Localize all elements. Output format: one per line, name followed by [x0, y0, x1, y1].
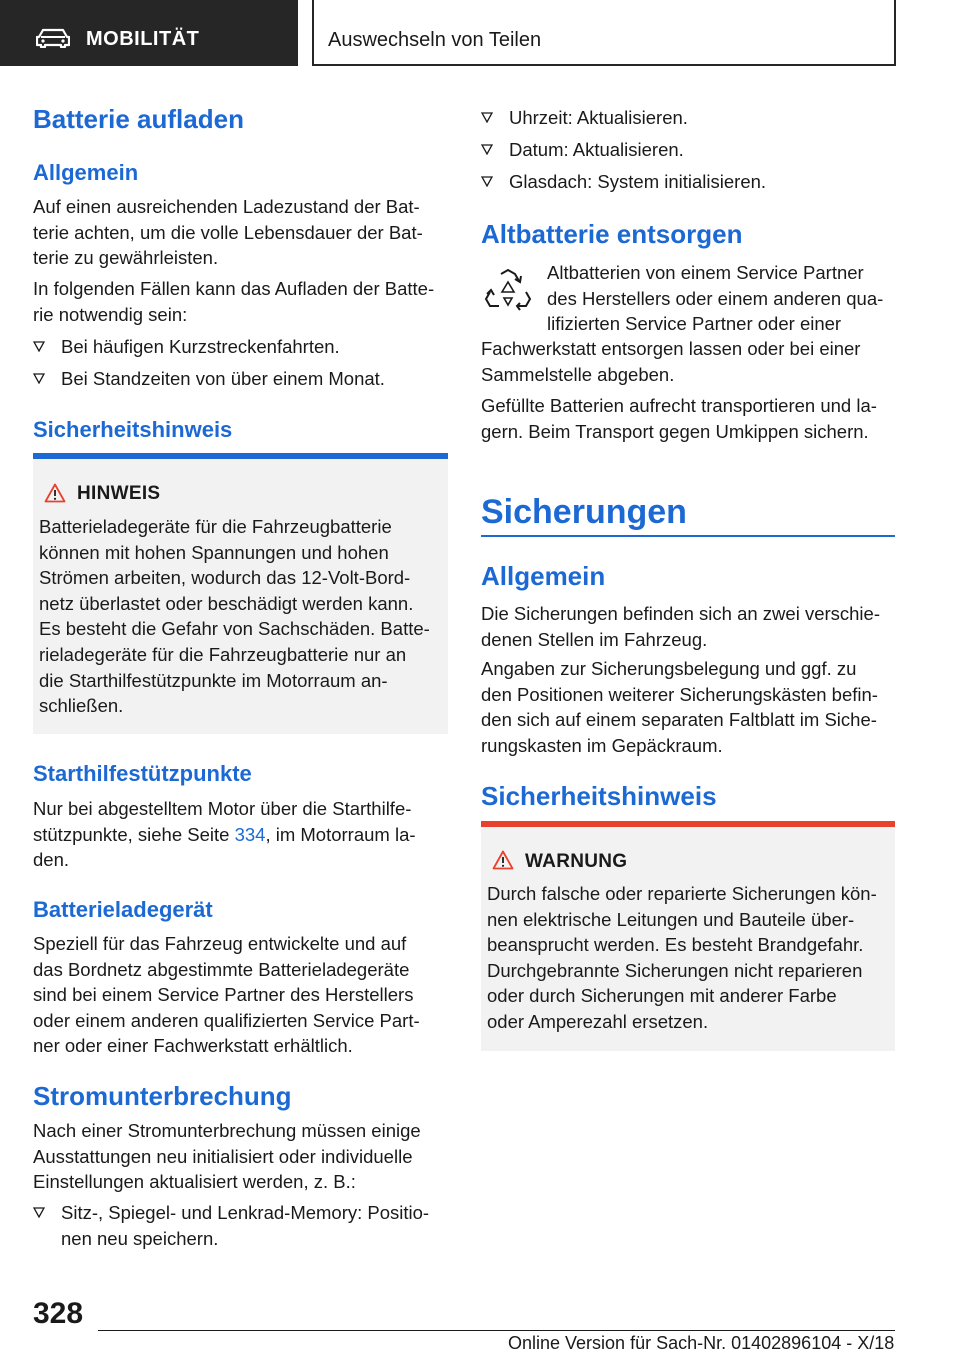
text-line [33, 822, 416, 848]
notice-body [39, 514, 430, 719]
list-item-text: Glasdach: System initialisieren. [509, 171, 767, 192]
text-line: Fachwerkstatt entsorgen lassen oder bei einer [481, 338, 861, 359]
footer-rule [98, 1330, 895, 1331]
text-line: Durchgebrannte Sicherungen nicht reparieren [487, 959, 863, 981]
text-line: oder durch Sicherungen mit anderer Farbe [487, 985, 837, 1007]
footer-text: Online Version für Sach-Nr. 01402896104 - X/18 [508, 1333, 895, 1353]
text-line: terie zu gewährleisten. [33, 247, 219, 268]
text-line: Altbatterien von einem Service Partner [547, 262, 864, 283]
notice-title: HINWEIS [77, 483, 161, 504]
paragraph-sicherungen-ort [481, 601, 880, 652]
text-line: Sammelstelle abgeben. [481, 363, 675, 385]
notice-title: WARNUNG [525, 851, 628, 872]
text-line: lifizierten Service Partner oder einer [547, 313, 842, 334]
list-item-text: nen neu speichern. [61, 1227, 219, 1249]
car-icon [36, 28, 70, 48]
text-line: den. [33, 849, 70, 870]
heading-allgemein: Allgemein [33, 160, 139, 185]
text-line: den Positionen weiterer Sicherungskästen befin‐ [481, 683, 878, 705]
text-line: Durch falsche oder reparierte Sicherungen kön‐ [487, 883, 877, 904]
notice-body [487, 881, 877, 1035]
heading-stromunterbrechung: Stromunterbrechung [33, 1081, 292, 1111]
page-header [0, 0, 960, 66]
text-line: rie notwendig sein: [33, 303, 188, 325]
text-line: Einstellungen aktualisiert werden, z. B.: [33, 1171, 356, 1192]
warnung-notice [481, 821, 895, 1051]
notice-bar [481, 821, 895, 827]
text-line: Gefüllte Batterien aufrecht transportieren und la‐ [481, 395, 877, 416]
list-item-text: Sitz-, Spiegel- und Lenkrad-Memory: Positio‐ [61, 1202, 430, 1223]
heading-sicherheitshinweis: Sicherheitshinweis [33, 417, 233, 442]
heading-sicherheitshinweis-sicherungen: Sicherheitshinweis [481, 781, 717, 811]
text-line: oder Amperezahl ersetzen. [487, 1010, 709, 1032]
list-item [33, 1200, 448, 1252]
section-title-batterie-aufladen: Batterie aufladen [33, 104, 244, 134]
notice-bar [33, 453, 448, 459]
list-item-text: Uhrzeit: Aktualisieren. [509, 107, 688, 128]
text-line: Speziell für das Fahrzeug entwickelte und auf [33, 933, 407, 954]
paragraph-strom [33, 1118, 421, 1195]
heading-altbatterie-entsorgen: Altbatterie entsorgen [481, 219, 743, 249]
bullet-triangle-icon [481, 176, 493, 187]
list-item [33, 366, 448, 392]
bullet-triangle-icon [33, 373, 45, 384]
text-line: beansprucht werden. Es besteht Brandgefahr. [487, 934, 864, 956]
title-rule [481, 535, 895, 537]
text-line: Strömen arbeiten, wodurch das 12-Volt-Bord‐ [39, 567, 411, 589]
heading-allgemein-sicherungen: Allgemein [481, 561, 606, 591]
bullet-triangle-icon [33, 1207, 45, 1218]
section-tab [0, 0, 298, 66]
text-line: sind bei einem Service Partner des Herstellers [33, 984, 414, 1005]
text-line: oder einem anderen qualifizierten Service Part‐ [33, 1009, 420, 1031]
text-line: gern. Beim Transport gegen Umkippen sichern. [481, 420, 869, 442]
text-line: des Herstellers oder einem anderen qua‐ [547, 287, 884, 309]
text-line: Es besteht die Gefahr von Sachschäden. Batte‐ [39, 618, 430, 640]
paragraph-starthilfe [33, 796, 416, 873]
page-number: 328 [33, 1297, 84, 1330]
text-line: ner oder einer Fachwerkstatt erhältlich. [33, 1035, 353, 1056]
list-item [481, 169, 895, 195]
bullet-triangle-icon [33, 341, 45, 352]
warning-triangle-icon [44, 483, 66, 503]
text-line: den sich auf einem separaten Faltblatt im Siche‐ [481, 709, 877, 730]
paragraph-sicherungsbelegung [481, 656, 878, 758]
list-item [33, 334, 448, 360]
text-line: In folgenden Fällen kann das Aufladen der Batte‐ [33, 278, 435, 299]
paragraph-faelle [33, 276, 434, 327]
text-line: Nach einer Stromunterbrechung müssen einige [33, 1120, 421, 1141]
text-line: Angaben zur Sicherungsbelegung und ggf. zu [481, 658, 857, 679]
text-line: denen Stellen im Fahrzeug. [481, 628, 708, 650]
paragraph-ladegeraet [33, 931, 420, 1059]
paragraph-altbatterie [481, 336, 860, 387]
chapter-label: Auswechseln von Teilen [328, 29, 542, 51]
recycle-icon [482, 268, 534, 314]
text-line: terie achten, um die volle Lebensdauer der Bat‐ [33, 221, 423, 243]
text-line: das Bordnetz abgestimmte Batterieladegeräte [33, 958, 410, 980]
list-item-text: Datum: Aktualisieren. [509, 139, 684, 160]
list-item [481, 137, 895, 163]
warning-triangle-icon [492, 850, 514, 870]
text-line: Auf einen ausreichenden Ladezustand der Bat‐ [33, 196, 420, 217]
text-line: können mit hohen Spannungen und hohen [39, 541, 389, 563]
heading-starthilfestuetzpunkte: Starthilfestützpunkte [33, 761, 252, 786]
text-line: Batterieladegeräte für die Fahrzeugbatterie [39, 516, 392, 537]
hinweis-notice [33, 453, 448, 734]
text-line: Ausstattungen neu initialisiert oder individuelle [33, 1145, 413, 1167]
text-line: rieladegeräte für die Fahrzeugbatterie nur an [39, 643, 407, 665]
paragraph-ladezustand [33, 194, 423, 271]
text-fragment: stützpunkte, siehe Seite [33, 823, 235, 845]
list-item-text: Bei häufigen Kurzstreckenfahrten. [61, 336, 340, 357]
bullet-triangle-icon [481, 144, 493, 155]
paragraph-altbatterie-indent [547, 260, 883, 337]
list-item-text: Bei Standzeiten von über einem Monat. [61, 368, 385, 389]
text-line: schließen. [39, 695, 124, 717]
text-line: netz überlastet oder beschädigt werden kann. [39, 592, 414, 614]
section-label: MOBILITÄT [86, 28, 200, 50]
text-line: Die Sicherungen befinden sich an zwei verschie‐ [481, 603, 880, 624]
paragraph-transport [481, 393, 877, 444]
text-line: rungskasten im Gepäckraum. [481, 734, 723, 756]
text-line: Nur bei abgestelltem Motor über die Starthilfe‐ [33, 798, 412, 819]
heading-batterieladegeraet: Batterieladegerät [33, 897, 213, 922]
bullet-triangle-icon [481, 112, 493, 123]
text-line: die Starthilfestützpunkte im Motorraum an‐ [39, 669, 388, 691]
text-line: nen elektrische Leitungen und Bauteile über‐ [487, 908, 855, 930]
list-item [481, 105, 895, 131]
chapter-tab [312, 0, 896, 66]
page-reference-link[interactable]: 334 [234, 823, 266, 845]
chapter-title-sicherungen: Sicherungen [481, 493, 687, 531]
text-fragment: , im Motorraum la‐ [265, 823, 416, 845]
